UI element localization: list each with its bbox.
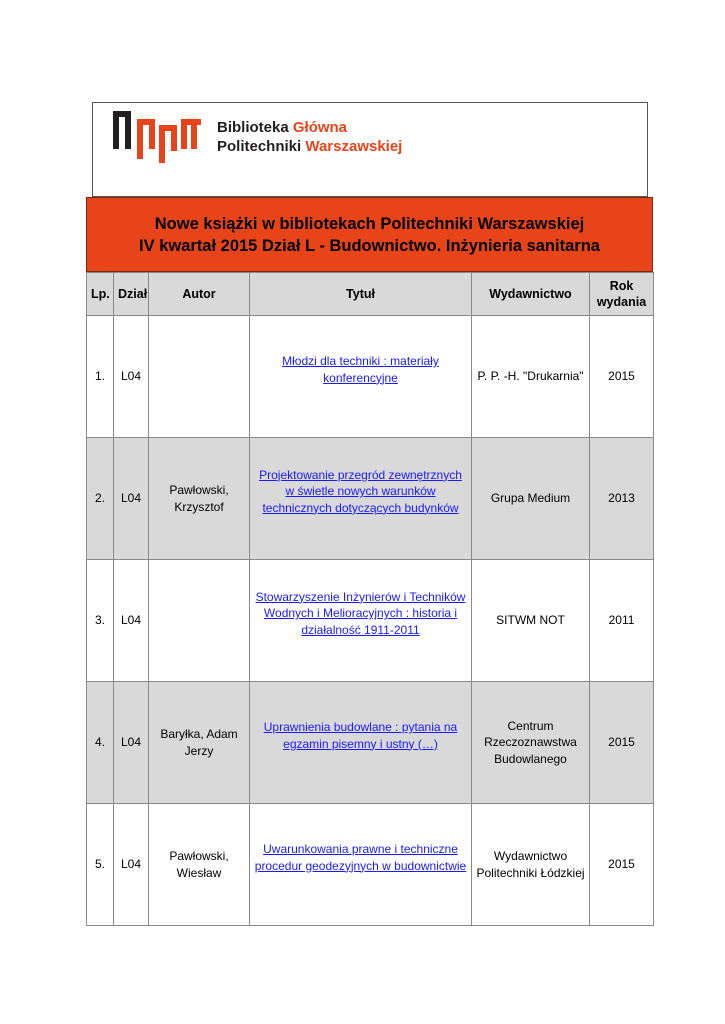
cell-tytul (250, 560, 472, 682)
cell-autor (149, 560, 250, 682)
logo-line2-plain: Politechniki (217, 138, 302, 155)
logo-line1-plain: Biblioteka (217, 119, 289, 136)
cell-wydawnictwo: Centrum Rzeczoznawstwa Budowlanego (472, 682, 590, 804)
book-title-link[interactable]: Uwarunkowania prawne i techniczne procedur geodezyjnych w budownictwie (254, 842, 467, 873)
cell-dzial: L04 (114, 560, 149, 682)
header-lp: Lp. (87, 273, 114, 316)
header-tytul: Tytuł (250, 273, 472, 316)
cell-autor: Pawłowski, Wiesław (149, 804, 250, 926)
cell-autor: Pawłowski, Krzysztof (149, 438, 250, 560)
table-row (87, 316, 654, 438)
cell-tytul (250, 316, 472, 438)
banner-title-line2: IV kwartał 2015 Dział L - Budownictwo. Inżynieria sanitarna (139, 236, 600, 255)
cell-autor: Baryłka, Adam Jerzy (149, 682, 250, 804)
cell-lp: 2. (87, 438, 114, 560)
cell-lp: 5. (87, 804, 114, 926)
header-logo-box (92, 102, 648, 197)
logo-line1-accent: Główna (292, 119, 348, 136)
header-dzial: Dział (114, 273, 149, 316)
cell-dzial: L04 (114, 682, 149, 804)
cell-rok: 2013 (590, 438, 654, 560)
cell-dzial: L04 (114, 804, 149, 926)
table-row (87, 438, 654, 560)
book-title-link[interactable]: Stowarzyszenie Inżynierów i Techników Wodnych i Melioracyjnych : historia i działalność 1911-2011 (255, 589, 466, 637)
table-row (87, 804, 654, 926)
cell-dzial: L04 (114, 438, 149, 560)
cell-rok: 2011 (590, 560, 654, 682)
book-title-link[interactable]: Uprawnienia budowlane : pytania na egzamin pisemny i ustny (…) (263, 720, 458, 751)
title-banner (86, 197, 653, 272)
cell-lp: 1. (87, 316, 114, 438)
cell-wydawnictwo: P. P. -H. "Drukarnia" (472, 316, 590, 438)
header-rok: Rok wydania (590, 273, 654, 316)
banner-title-line1: Nowe książki w bibliotekach Politechniki Warszawskiej (154, 214, 585, 233)
header-wydawnictwo: Wydawnictwo (472, 273, 590, 316)
table-header-row (87, 273, 654, 316)
library-logo-text (217, 118, 402, 156)
cell-wydawnictwo: Wydawnictwo Politechniki Łódzkiej (472, 804, 590, 926)
table-row (87, 682, 654, 804)
header-autor: Autor (149, 273, 250, 316)
cell-dzial: L04 (114, 316, 149, 438)
cell-autor (149, 316, 250, 438)
table-row (87, 560, 654, 682)
cell-tytul (250, 682, 472, 804)
cell-tytul (250, 804, 472, 926)
cell-lp: 4. (87, 682, 114, 804)
book-title-link[interactable]: Projektowanie przegród zewnętrznych w świetle nowych warunków technicznych dotyczących budynków (259, 467, 462, 515)
library-logo-icon (111, 109, 203, 163)
logo-line2-accent: Warszawskiej (305, 138, 403, 155)
cell-tytul (250, 438, 472, 560)
books-table (86, 272, 654, 926)
cell-wydawnictwo: Grupa Medium (472, 438, 590, 560)
book-title-link[interactable]: Młodzi dla techniki : materiały konferencyjne (282, 354, 439, 385)
cell-lp: 3. (87, 560, 114, 682)
cell-rok: 2015 (590, 804, 654, 926)
cell-rok: 2015 (590, 316, 654, 438)
cell-wydawnictwo: SITWM NOT (472, 560, 590, 682)
cell-rok: 2015 (590, 682, 654, 804)
